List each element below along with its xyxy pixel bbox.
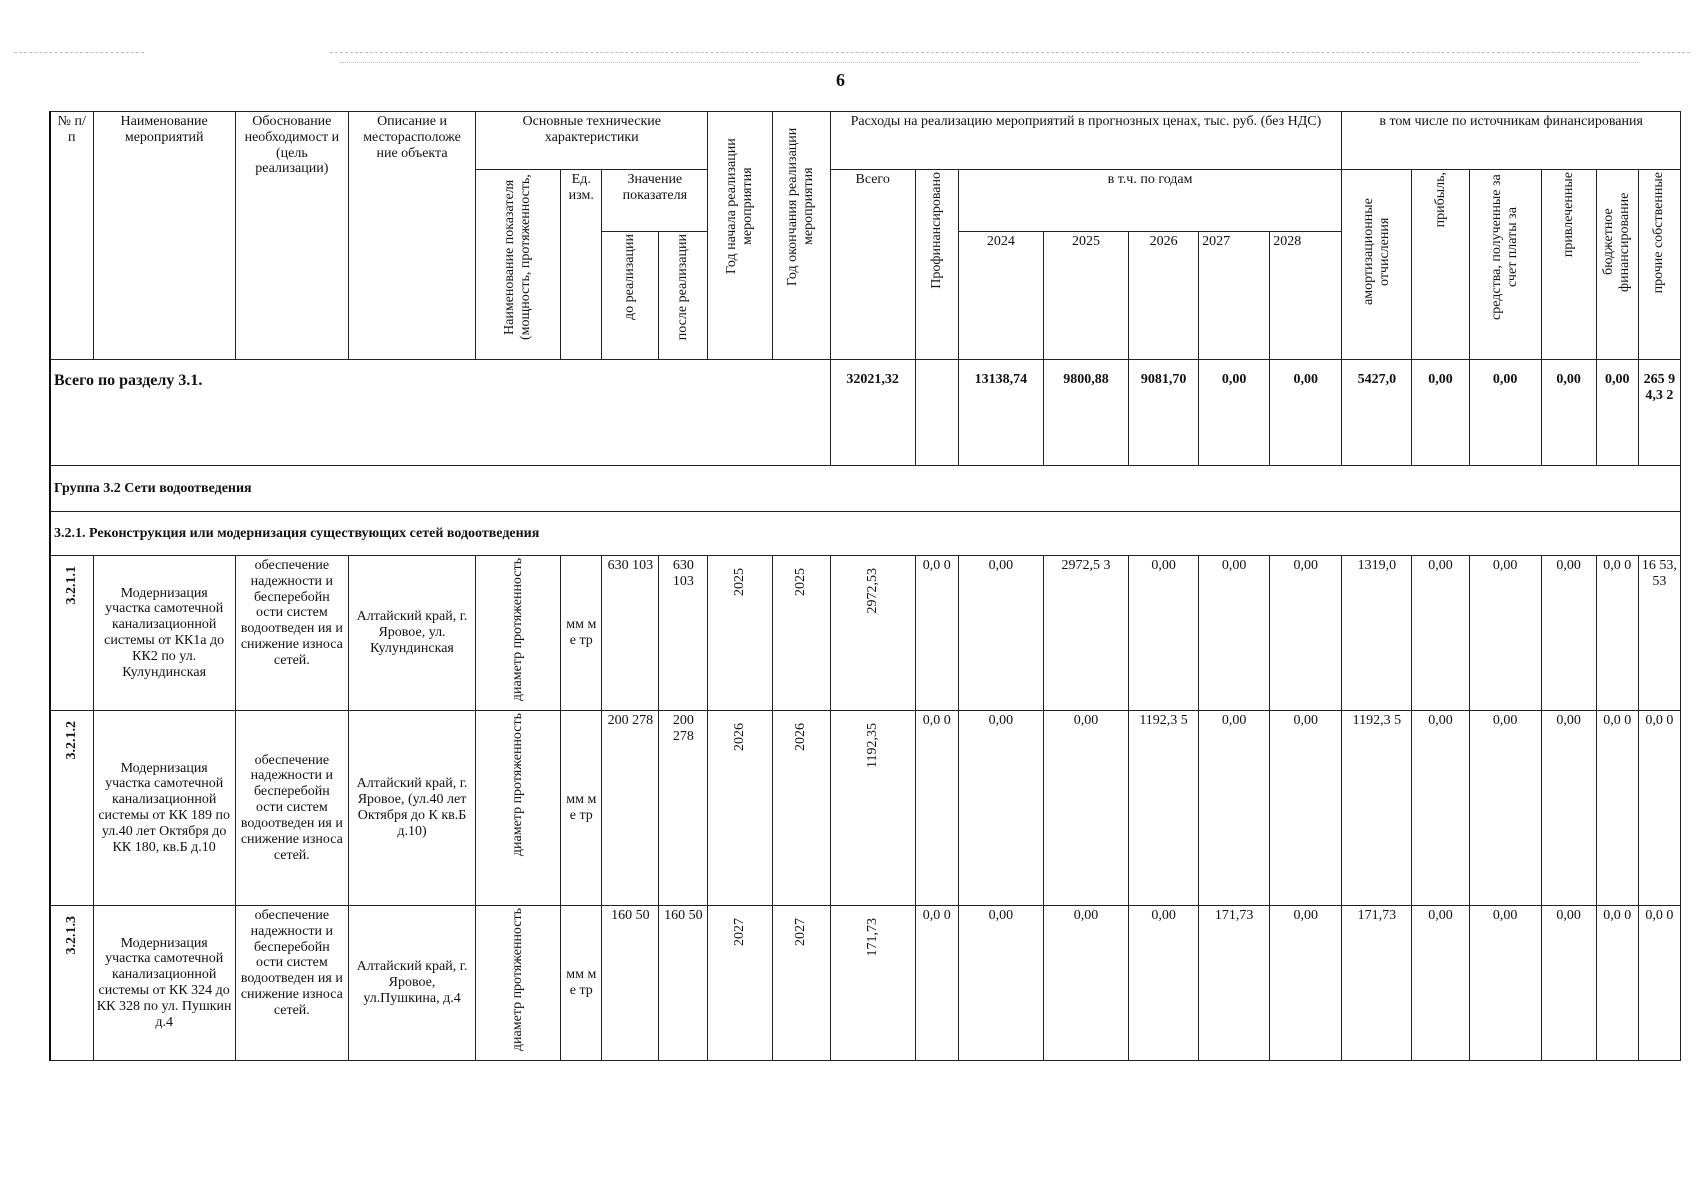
- header-expenses-group: Расходы на реализацию мероприятий в прогнозных ценах, тыс. руб. (без НДС): [830, 112, 1342, 170]
- row-name: Модернизация участка самотечной канализационной системы от КК1а до КК2 по ул. Кулундинская: [93, 556, 235, 711]
- row-unit: мм ме тр: [561, 711, 602, 906]
- subgroup-row: [50, 512, 1681, 556]
- row-number: 3.2.1.3: [50, 906, 93, 1061]
- row-financed: 0,0 0: [915, 906, 958, 1061]
- row-attracted: 0,00: [1541, 556, 1596, 711]
- group-title: Группа 3.2 Сети водоотведения: [50, 466, 1681, 512]
- row-number: 3.2.1.2: [50, 711, 93, 906]
- section-total-financed: [915, 360, 958, 466]
- row-2025: 0,00: [1043, 906, 1128, 1061]
- row-description: Алтайский край, г. Яровое, ул.Пушкина, д.4: [348, 906, 475, 1061]
- row-end-year: 2027: [772, 906, 830, 1061]
- table-row: [50, 711, 1681, 906]
- row-financed: 0,0 0: [915, 711, 958, 906]
- header-year-2027: 2027: [1199, 232, 1270, 360]
- section-total-attracted: 0,00: [1541, 360, 1596, 466]
- row-after: 200 278: [659, 711, 708, 906]
- investment-program-table: [49, 111, 1681, 1061]
- section-total-amortization: 5427,0: [1342, 360, 1412, 466]
- row-indicator: диаметр протяженность: [476, 906, 561, 1061]
- row-profit: 0,00: [1412, 556, 1469, 711]
- row-other: 16 53, 53: [1638, 556, 1680, 711]
- row-start-year: 2027: [708, 906, 772, 1061]
- header-year-2026: 2026: [1129, 232, 1199, 360]
- row-2027: 0,00: [1199, 556, 1270, 711]
- row-2024: 0,00: [958, 906, 1043, 1061]
- row-other: 0,0 0: [1638, 906, 1680, 1061]
- row-start-year: 2026: [708, 711, 772, 906]
- header-year-2025: 2025: [1043, 232, 1128, 360]
- row-description: Алтайский край, г. Яровое, ул. Кулундинская: [348, 556, 475, 711]
- header-profit: прибыль,: [1412, 170, 1469, 360]
- header-total: Всего: [830, 170, 915, 360]
- table-row: [50, 556, 1681, 711]
- scan-artifact-line: [340, 62, 1640, 63]
- header-after: после реализации: [659, 232, 708, 360]
- scan-artifact-line: [14, 52, 144, 53]
- header-no: № п/п: [50, 112, 93, 360]
- header-by-years: в т.ч. по годам: [958, 170, 1342, 232]
- row-unit: мм ме тр: [561, 906, 602, 1061]
- row-2028: 0,00: [1270, 556, 1342, 711]
- row-after: 630 103: [659, 556, 708, 711]
- row-amortization: 171,73: [1342, 906, 1412, 1061]
- row-2026: 0,00: [1129, 556, 1199, 711]
- section-total-2026: 9081,70: [1129, 360, 1199, 466]
- row-2024: 0,00: [958, 711, 1043, 906]
- row-2027: 171,73: [1199, 906, 1270, 1061]
- row-connection-fee: 0,00: [1469, 906, 1541, 1061]
- section-total-connection-fee: 0,00: [1469, 360, 1541, 466]
- section-total-label: Всего по разделу 3.1.: [50, 360, 830, 466]
- subgroup-title: 3.2.1. Реконструкция или модернизация существующих сетей водоотведения: [50, 512, 1681, 556]
- header-description: Описание и месторасположе ние объекта: [348, 112, 475, 360]
- row-end-year: 2025: [772, 556, 830, 711]
- row-budget: 0,0 0: [1596, 711, 1638, 906]
- row-other: 0,0 0: [1638, 711, 1680, 906]
- section-total-budget: 0,00: [1596, 360, 1638, 466]
- row-name: Модернизация участка самотечной канализационной системы от КК 324 до КК 328 по ул. Пушкин д.4: [93, 906, 235, 1061]
- header-unit: Ед. изм.: [561, 170, 602, 360]
- header-year-2028: 2028: [1270, 232, 1342, 360]
- group-row: [50, 466, 1681, 512]
- row-after: 160 50: [659, 906, 708, 1061]
- header-year-2024: 2024: [958, 232, 1043, 360]
- row-2026: 1192,3 5: [1129, 711, 1199, 906]
- row-indicator: диаметр протяженность: [476, 556, 561, 711]
- row-before: 160 50: [602, 906, 659, 1061]
- row-profit: 0,00: [1412, 711, 1469, 906]
- header-sources-group: в том числе по источникам финансирования: [1342, 112, 1681, 170]
- row-description: Алтайский край, г. Яровое, (ул.40 лет Октября до К кв.Б д.10): [348, 711, 475, 906]
- row-total: 171,73: [830, 906, 915, 1061]
- row-2027: 0,00: [1199, 711, 1270, 906]
- row-2025: 2972,5 3: [1043, 556, 1128, 711]
- row-justification: обеспечение надежности и бесперебойн ости систем водоотведен ия и снижение износа сетей.: [235, 711, 348, 906]
- section-total-2028: 0,00: [1270, 360, 1342, 466]
- row-attracted: 0,00: [1541, 906, 1596, 1061]
- row-financed: 0,0 0: [915, 556, 958, 711]
- header-name: Наименование мероприятий: [93, 112, 235, 360]
- header-attracted: привлеченные: [1541, 170, 1596, 360]
- row-2028: 0,00: [1270, 711, 1342, 906]
- table-row: [50, 906, 1681, 1061]
- row-connection-fee: 0,00: [1469, 556, 1541, 711]
- section-total-other: 265 94,3 2: [1638, 360, 1680, 466]
- row-before: 630 103: [602, 556, 659, 711]
- row-budget: 0,0 0: [1596, 906, 1638, 1061]
- header-indicator-value: Значение показателя: [602, 170, 708, 232]
- row-total: 1192,35: [830, 711, 915, 906]
- header-amortization: амортизационные отчисления: [1342, 170, 1412, 360]
- row-attracted: 0,00: [1541, 711, 1596, 906]
- header-financed: Профинансировано: [915, 170, 958, 360]
- header-budget: бюджетное финансирование: [1596, 170, 1638, 360]
- row-amortization: 1319,0: [1342, 556, 1412, 711]
- row-2025: 0,00: [1043, 711, 1128, 906]
- section-total-2025: 9800,88: [1043, 360, 1128, 466]
- row-amortization: 1192,3 5: [1342, 711, 1412, 906]
- section-total-row: [50, 360, 1681, 466]
- header-justification: Обоснование необходимост и (цель реализации): [235, 112, 348, 360]
- row-end-year: 2026: [772, 711, 830, 906]
- header-connection-fee: средства, полученные за счет платы за: [1469, 170, 1541, 360]
- header-end-year: Год окончания реализации мероприятия: [772, 112, 830, 360]
- scan-artifact-line: [330, 52, 1690, 53]
- row-2026: 0,00: [1129, 906, 1199, 1061]
- header-start-year: Год начала реализации мероприятия: [708, 112, 772, 360]
- row-budget: 0,0 0: [1596, 556, 1638, 711]
- row-2024: 0,00: [958, 556, 1043, 711]
- section-total-2024: 13138,74: [958, 360, 1043, 466]
- row-indicator: диаметр протяженность: [476, 711, 561, 906]
- header-before: до реализации: [602, 232, 659, 360]
- row-total: 2972,53: [830, 556, 915, 711]
- row-2028: 0,00: [1270, 906, 1342, 1061]
- row-unit: мм ме тр: [561, 556, 602, 711]
- row-connection-fee: 0,00: [1469, 711, 1541, 906]
- row-profit: 0,00: [1412, 906, 1469, 1061]
- row-start-year: 2025: [708, 556, 772, 711]
- section-total-sum: 32021,32: [830, 360, 915, 466]
- row-justification: обеспечение надежности и бесперебойн ости систем водоотведен ия и снижение износа сетей.: [235, 906, 348, 1061]
- section-total-2027: 0,00: [1199, 360, 1270, 466]
- row-before: 200 278: [602, 711, 659, 906]
- page-number: 6: [836, 70, 845, 90]
- header-other: прочие собственные: [1638, 170, 1680, 360]
- row-number: 3.2.1.1: [50, 556, 93, 711]
- header-indicator-name: Наименование показателя (мощность, протяженность,: [476, 170, 561, 360]
- section-total-profit: 0,00: [1412, 360, 1469, 466]
- row-name: Модернизация участка самотечной канализационной системы от КК 189 по ул.40 лет Октября до КК 180, кв.Б д.10: [93, 711, 235, 906]
- header-tech-group: Основные технические характеристики: [476, 112, 708, 170]
- row-justification: обеспечение надежности и бесперебойн ости систем водоотведен ия и снижение износа сетей.: [235, 556, 348, 711]
